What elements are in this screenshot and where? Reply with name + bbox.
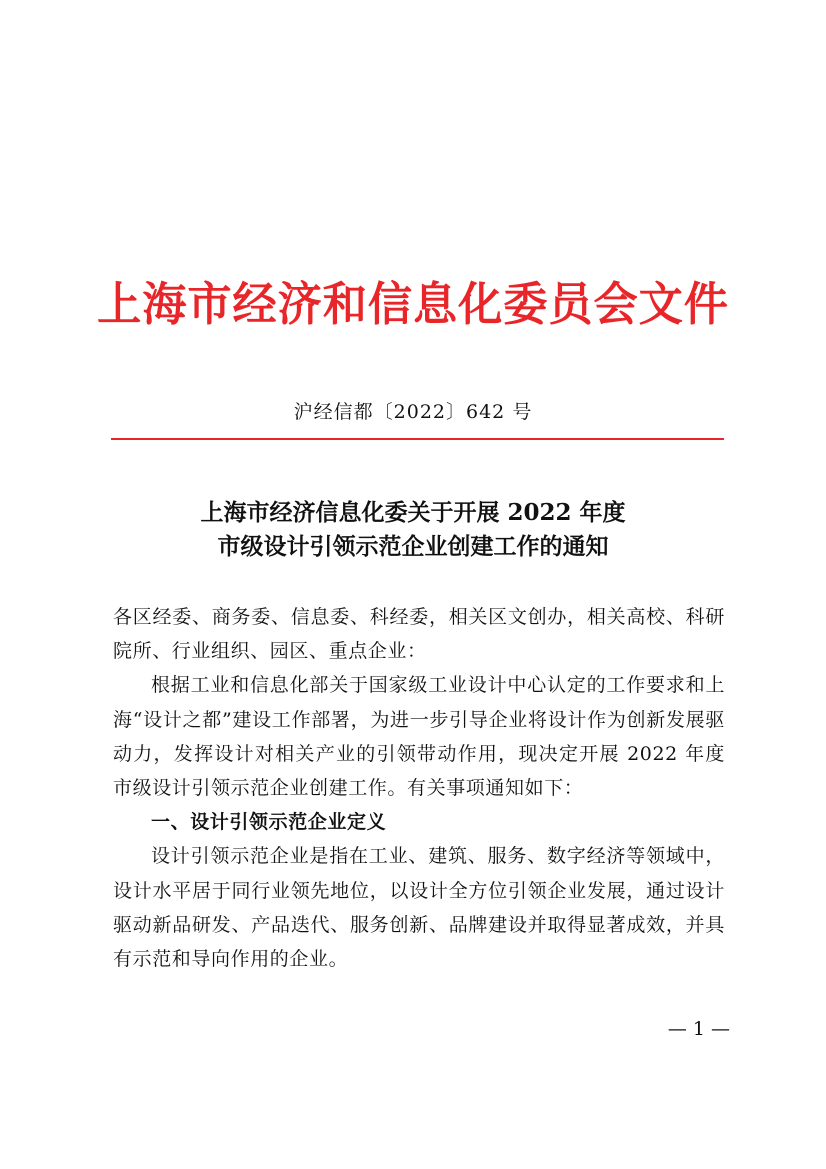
section-1-heading: 一、设计引领示范企业定义 (151, 811, 387, 834)
document-number: 沪经信都〔2022〕642 号 (293, 401, 533, 423)
page-number: — 1 — (667, 1018, 730, 1040)
notice-title (0, 496, 826, 564)
intro-paragraph: 根据工业和信息化部关于国家级工业设计中心认定的工作要求和上海“设计之都”建设工作部署，为进一步引导企业将设计作为创新发展驱动力，发挥设计对相关产业的引领带动作用，现决定开展 2022 年度市级设计引领示范企业创建工作。有关事项通知如下： (113, 674, 725, 800)
red-divider-line (111, 438, 724, 440)
notice-title-line-2: 市级设计引领示范企业创建工作的通知 (217, 533, 609, 560)
section-1-paragraph: 设计引领示范企业是指在工业、建筑、服务、数字经济等领域中，设计水平居于同行业领先地位，以设计全方位引领企业发展，通过设计驱动新品研发、产品迭代、服务创新、品牌建设并取得显著成效，并具有示范和导向作用的企业。 (113, 845, 725, 971)
notice-body (113, 600, 725, 976)
addressees-paragraph: 各区经委、商务委、信息委、科经委，相关区文创办，相关高校、科研院所、行业组织、园区、重点企业： (113, 606, 725, 663)
notice-title-line-1: 上海市经济信息化委关于开展 2022 年度 (200, 499, 626, 526)
masthead-title: 上海市经济和信息化委员会文件 (97, 277, 729, 331)
